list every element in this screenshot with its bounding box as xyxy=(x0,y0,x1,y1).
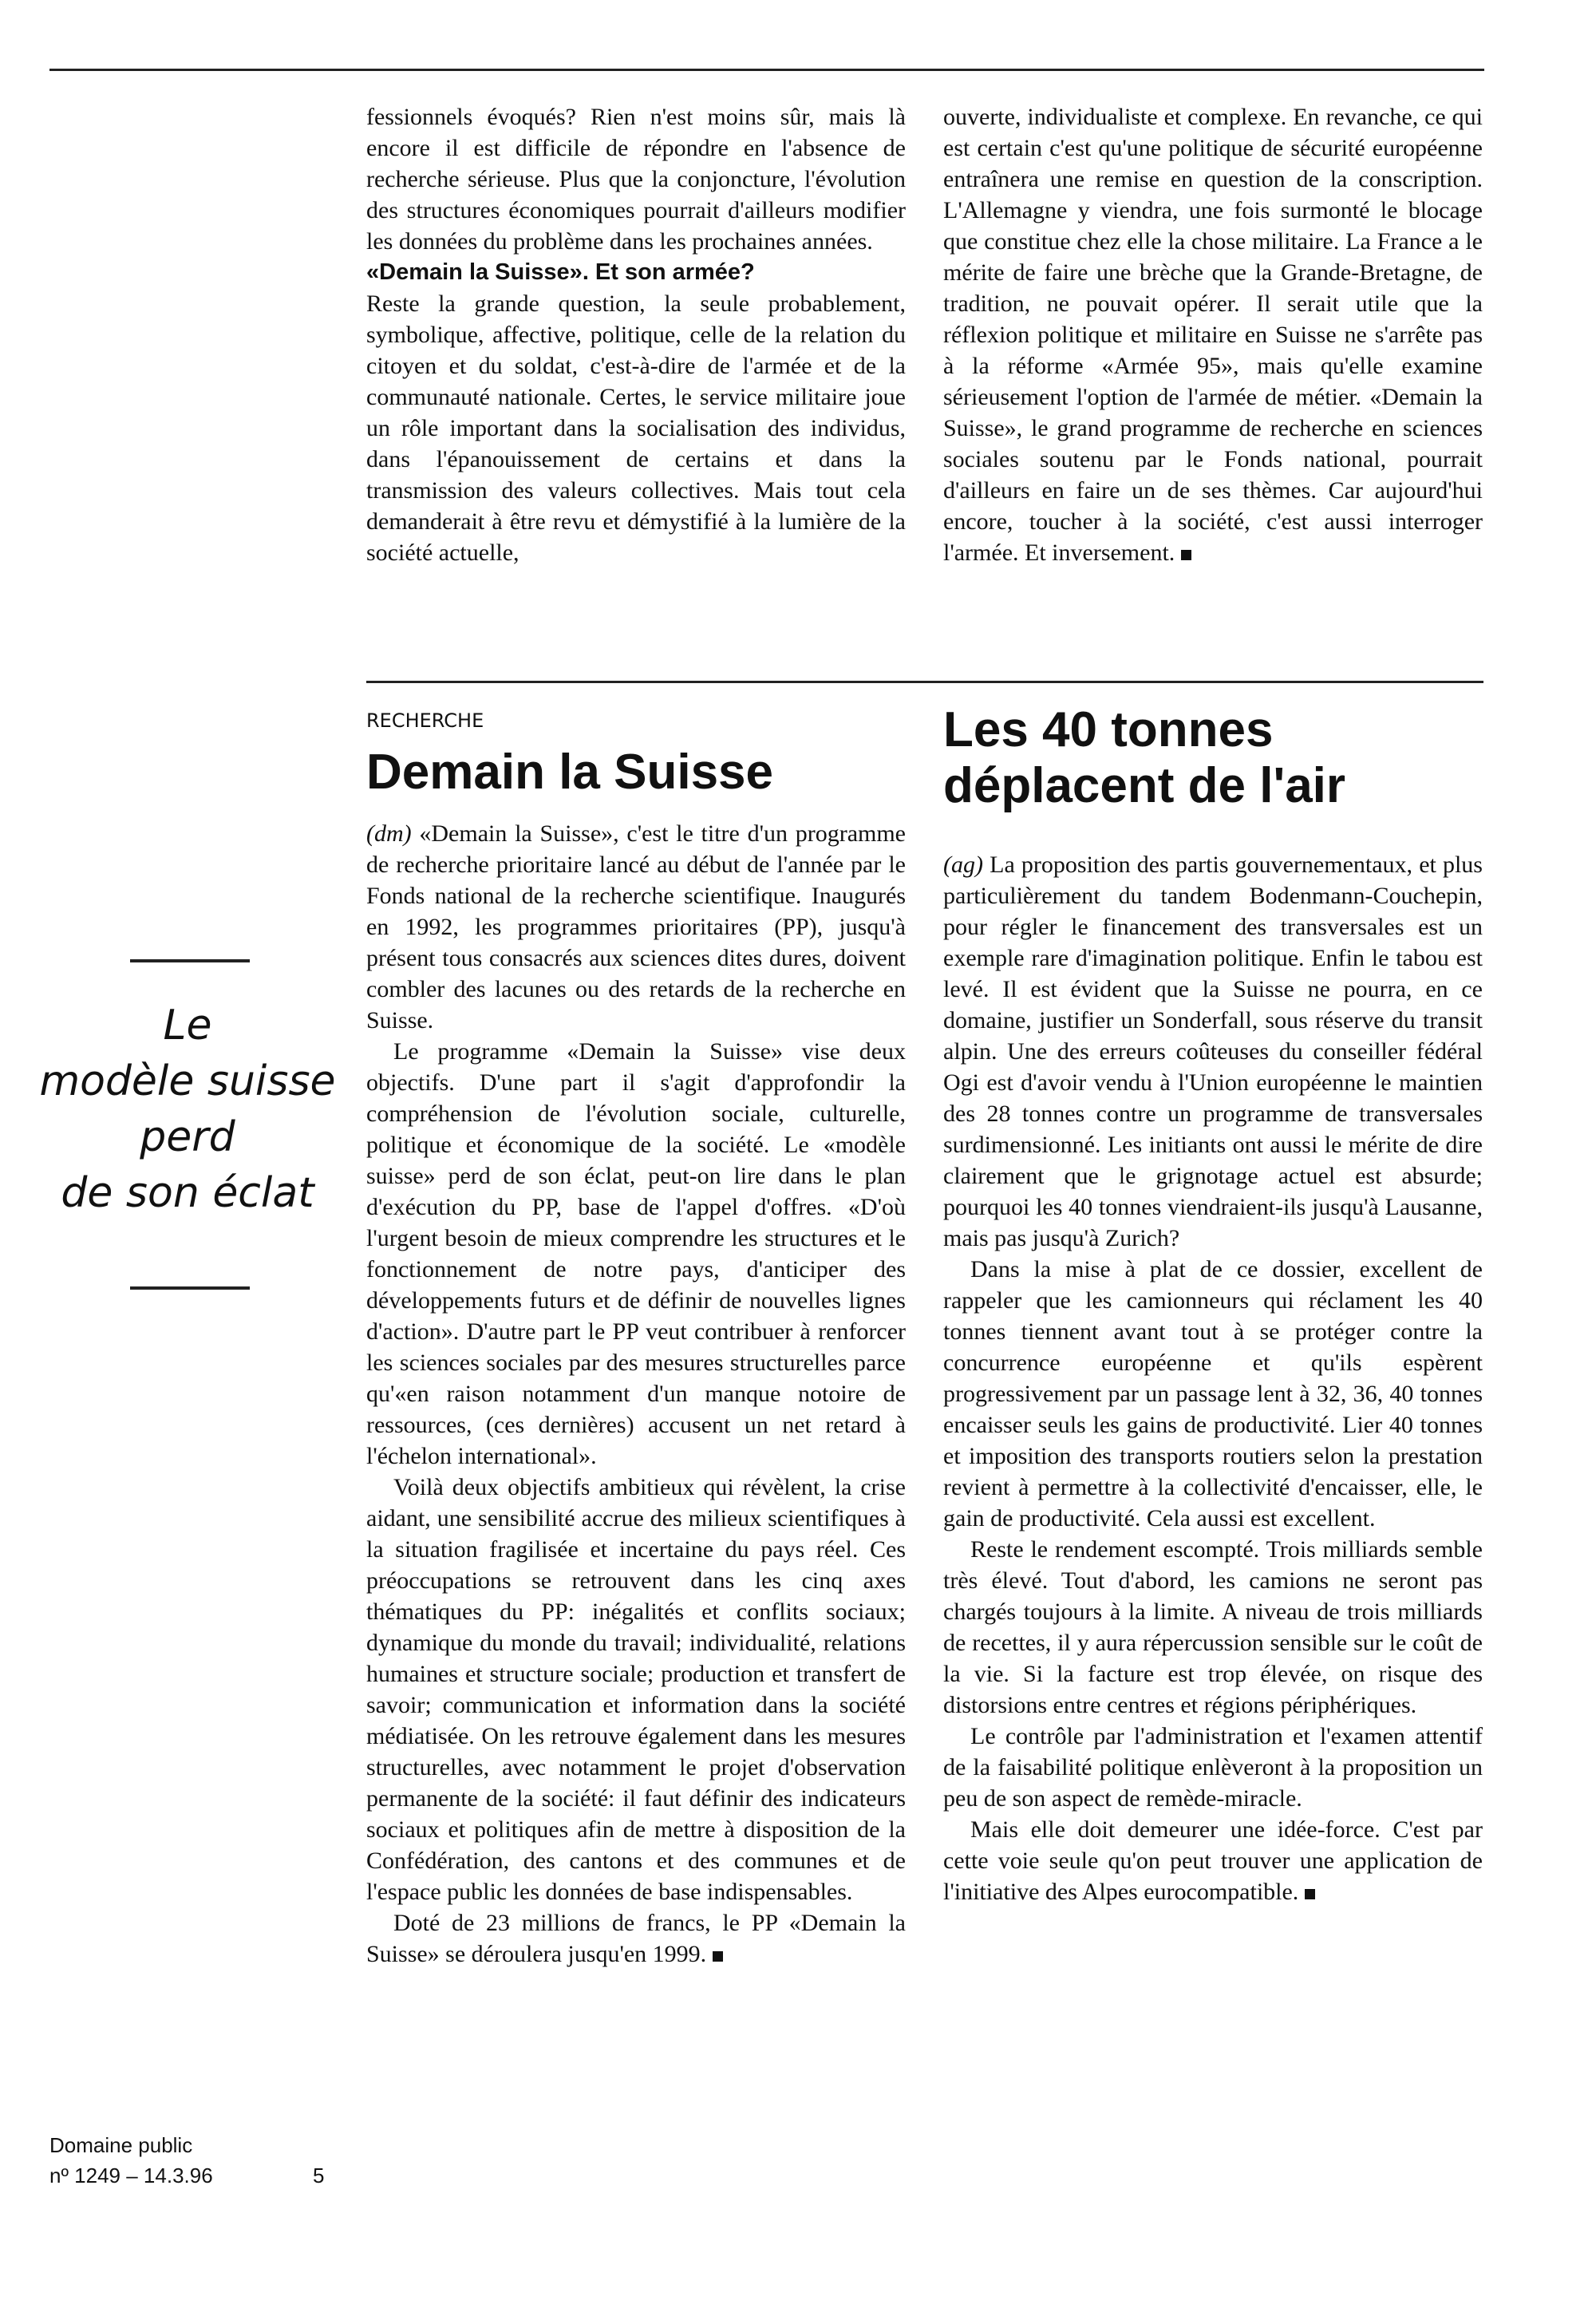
article-title xyxy=(943,702,1486,814)
section-rule xyxy=(366,681,1483,683)
article-paragraph: Reste le rendement escompté. Trois milliards semble très élevé. Tout d'abord, les camions ne seront pas chargés toujours à la limite. A niveau de trois milliards de recettes, il y aura répercussion sensible sur le coût de la vie. Si la facture est trop élevée, on risque des distorsions entre centres et régions périphériques. xyxy=(943,1536,1483,1718)
article-paragraph xyxy=(366,1907,906,1970)
article-paragraph: Le programme «Demain la Suisse» vise deux objectifs. D'une part il s'agit d'approfondir la compréhension de l'évolution sociale, culturelle, politique et économique de la société. Le «modèle suisse» perd de son éclat, peut-on lire dans le plan d'exécution du PP, base de l'appel d'offres. «D'où l'urgent besoin de mieux comprendre les structures et le fonctionnement de notre pays, d'anticiper des développements futurs et de définir de nouvelles lignes d'action». D'autre part le PP veut contribuer à renforcer les sciences sociales par des mesures structurelles parce qu'«en raison notamment d'un manque notoire de ressources, (ces dernières) accusent un net retard à l'échelon international». xyxy=(366,1038,906,1469)
continuation-left-column xyxy=(366,101,906,568)
pullquote-rule-top xyxy=(130,959,250,962)
pull-quote-line: perd xyxy=(140,1113,235,1161)
article-title-line: Les 40 tonnes xyxy=(943,702,1274,757)
pull-quote-line: Le xyxy=(163,1002,212,1049)
article2-body xyxy=(943,849,1483,1907)
article-kicker: RECHERCHE xyxy=(366,709,484,732)
article-paragraph xyxy=(943,1814,1483,1907)
article-paragraph-text: «Demain la Suisse», c'est le titre d'un programme de recherche prioritaire lancé au début de l'année par le Fonds national de la recherche scientifique. Inaugurés en 1992, les programmes prioritaires (PP), jusqu'à présent tous consacrés aux sciences dites dures, doivent combler des lacunes ou des retards de la recherche en Suisse. xyxy=(366,820,906,1033)
pull-quote-line: de son éclat xyxy=(61,1169,314,1217)
top-rule xyxy=(49,69,1484,71)
article-paragraph xyxy=(366,818,906,1036)
article-paragraph: Dans la mise à plat de ce dossier, excellent de rappeler que les camionneurs qui réclament les 40 tonnes tiennent avant tout à se protéger contre la concurrence européenne et qu'ils espèrent progressivement par un passage lent à 32, 36, 40 tonnes encaisser seuls les gains de productivité. Lier 40 tonnes et imposition des transports routiers selon la prestation revient à permettre à la collectivité d'encaisser, elle, le gain de productivité. Cela aussi est excellent. xyxy=(943,1256,1483,1531)
end-of-article-mark xyxy=(1305,1889,1315,1899)
continuation-paragraph: Reste la grande question, la seule probablement, symbolique, affective, politique, celle de la relation du citoyen et du soldat, c'est-à-dire de l'armée et de la communauté nationale. Certes, le service militaire joue un rôle important dans la socialisation des individus, dans l'épanouissement de certains et dans la transmission des valeurs collectives. Mais tout cela demanderait à être revu et démystifié à la lumière de la société actuelle, xyxy=(366,290,906,566)
article-paragraph-text: La proposition des partis gouvernementaux, et plus particulièrement du tandem Bodenmann-Couchepin, pour régler le financement des transversales est un exemple rare d'imagination politique. Enfin le tabou est levé. Il est évident que la Suisse ne pourra, en ce domaine, justifier un Sonderfall, sous réserve du transit alpin. Une des erreurs coûteuses du conseiller fédéral Ogi est d'avoir vendu à l'Union européenne le maintien des 28 tonnes contre un programme de transversales surdimensionné. Les initiants ont aussi le mérite de dire clairement que le grignotage actuel est absurde; pourquoi les 40 tonnes viendraient-ils jusqu'à Lausanne, mais pas jusqu'à Zurich? xyxy=(943,852,1483,1251)
end-of-article-mark xyxy=(713,1951,723,1962)
article-title: Demain la Suisse xyxy=(366,745,774,800)
pull-quote xyxy=(32,998,343,1221)
section-subheading: «Demain la Suisse». Et son armée? xyxy=(366,259,755,285)
article-paragraph-text: Mais elle doit demeurer une idée-force. C'est par cette voie seule qu'on peut trouver une application de l'initiative des Alpes eurocompatible. xyxy=(943,1816,1483,1905)
issue-info: nº 1249 – 14.3.96 xyxy=(49,2164,213,2187)
continuation-paragraph: fessionnels évoqués? Rien n'est moins sûr, mais là encore il est difficile de répondre en l'absence de recherche sérieuse. Plus que la conjoncture, l'évolution des structures économiques pourrait d'ailleurs modifier les données du problème dans les prochaines années. xyxy=(366,104,906,255)
pullquote-rule-bottom xyxy=(130,1286,250,1290)
continuation-paragraph-text: ouverte, individualiste et complexe. En revanche, ce qui est certain c'est qu'une politique de sécurité européenne entraînera une remise en question de la conscription. L'Allemagne y viendra, une fois surmonté le blocage que constitue chez elle la chose militaire. La France a le mérite de faire une brèche que la Grande-Bretagne, de tradition, ne pouvait opérer. Il serait utile que la réflexion politique et militaire en Suisse ne s'arrête pas à la réforme «Armée 95», mais qu'elle examine sérieusement l'option de l'armée de métier. «Demain la Suisse», le grand programme de recherche en sciences sociales soutenu par le Fonds national, pourrait d'ailleurs en faire un de ses thèmes. Car aujourd'hui encore, toucher à la société, c'est aussi interroger l'armée. Et inversement. xyxy=(943,104,1483,566)
end-of-article-mark xyxy=(1181,550,1191,560)
author-initials: (dm) xyxy=(366,820,412,847)
article1-body xyxy=(366,818,906,1970)
article-title-line: déplacent de l'air xyxy=(943,758,1346,813)
article-paragraph: Le contrôle par l'administration et l'examen attentif de la faisabilité politique enlèveront à la proposition un peu de son aspect de remède-miracle. xyxy=(943,1723,1483,1812)
page-number: 5 xyxy=(313,2164,325,2187)
continuation-right-column xyxy=(943,101,1483,568)
publication-name: Domaine public xyxy=(49,2133,193,2157)
article-paragraph xyxy=(943,849,1483,1254)
article-paragraph-text: Doté de 23 millions de francs, le PP «Demain la Suisse» se déroulera jusqu'en 1999. xyxy=(366,1910,906,1967)
author-initials: (ag) xyxy=(943,852,983,878)
pull-quote-line: modèle suisse xyxy=(39,1057,336,1105)
article-paragraph: Voilà deux objectifs ambitieux qui révèlent, la crise aidant, une sensibilité accrue des milieux scientifiques à la situation fragilisée et incertaine du pays réel. Ces préoccupations se retrouvent dans les cinq axes thématiques du PP: inégalités et conflits sociaux; dynamique du monde du travail; individualité, relations humaines et structure sociale; production et transfert de savoir; communication et information dans la société médiatisée. On les retrouve également dans les mesures structurelles, avec notamment le projet d'observation permanente de la société: il faut définir des indicateurs sociaux et politiques afin de mettre à disposition de la Confédération, des cantons et des communes et de l'espace public les données de base indispensables. xyxy=(366,1474,906,1905)
continuation-paragraph xyxy=(943,101,1483,568)
